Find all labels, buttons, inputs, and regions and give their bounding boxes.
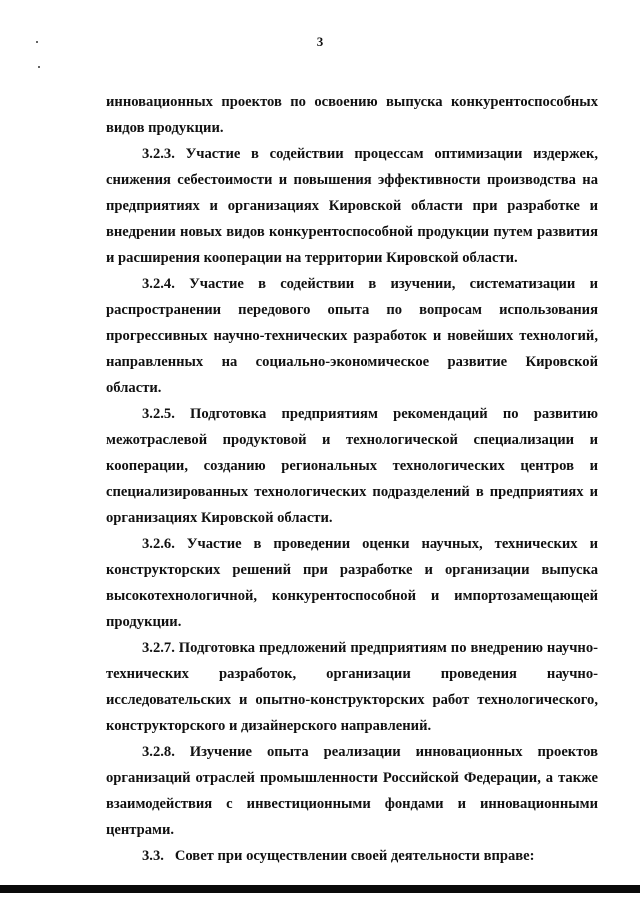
paragraph-3-2-4: 3.2.4. Участие в содействии в изучении, систематизации и распространении передового опыта по вопросам использования прогрессивных научно-технических разработок и новейших технологий, направленных на социально-экономическое развитие Кировской области. (106, 276, 598, 396)
paragraph-3-2-6: 3.2.6. Участие в проведении оценки научных, технических и конструкторских решений при разработке и организации выпуска высокотехнологичной, конкурентоспособной и импортозамещающей продукции. (106, 536, 598, 630)
page-number: 3 (316, 34, 324, 49)
paragraph-3-2-7: 3.2.7. Подготовка предложений предприятиям по внедрению научно-технических разработок, организации проведения научно-исследовательских и опытно-конструкторских работ технологического, конструкторского и дизайнерского направлений. (106, 640, 598, 734)
paragraph-3-2-3: 3.2.3. Участие в содействии процессам оптимизации издержек, снижения себестоимости и повышения эффективности производства на предприятиях и организациях Кировской области при разработке и внедрении новых видов конкурентоспособной продукции путем развития и расширения кооперации на территории Кировской области. (106, 146, 598, 266)
paragraph-3-2-8: 3.2.8. Изучение опыта реализации инновационных проектов организаций отраслей промышленности Российской Федерации, а также взаимодействия с инвестиционными фондами и инновационными центрами. (106, 744, 598, 838)
paragraph-3-2-5: 3.2.5. Подготовка предприятиям рекомендаций по развитию межотраслевой продуктовой и технологической специализации и кооперации, созданию региональных технологических центров и специализированных технологических подразделений в предприятиях и организациях Кировской области. (106, 406, 598, 526)
paragraph-continuation: инновационных проектов по освоению выпуска конкурентоспособных видов продукции. (106, 94, 598, 136)
document-body (106, 89, 598, 869)
scan-speck (38, 66, 40, 68)
paragraph-3-3: 3.3. Совет при осуществлении своей деятельности вправе: (142, 848, 535, 864)
bottom-scan-border (0, 885, 640, 893)
scan-speck (36, 41, 38, 43)
